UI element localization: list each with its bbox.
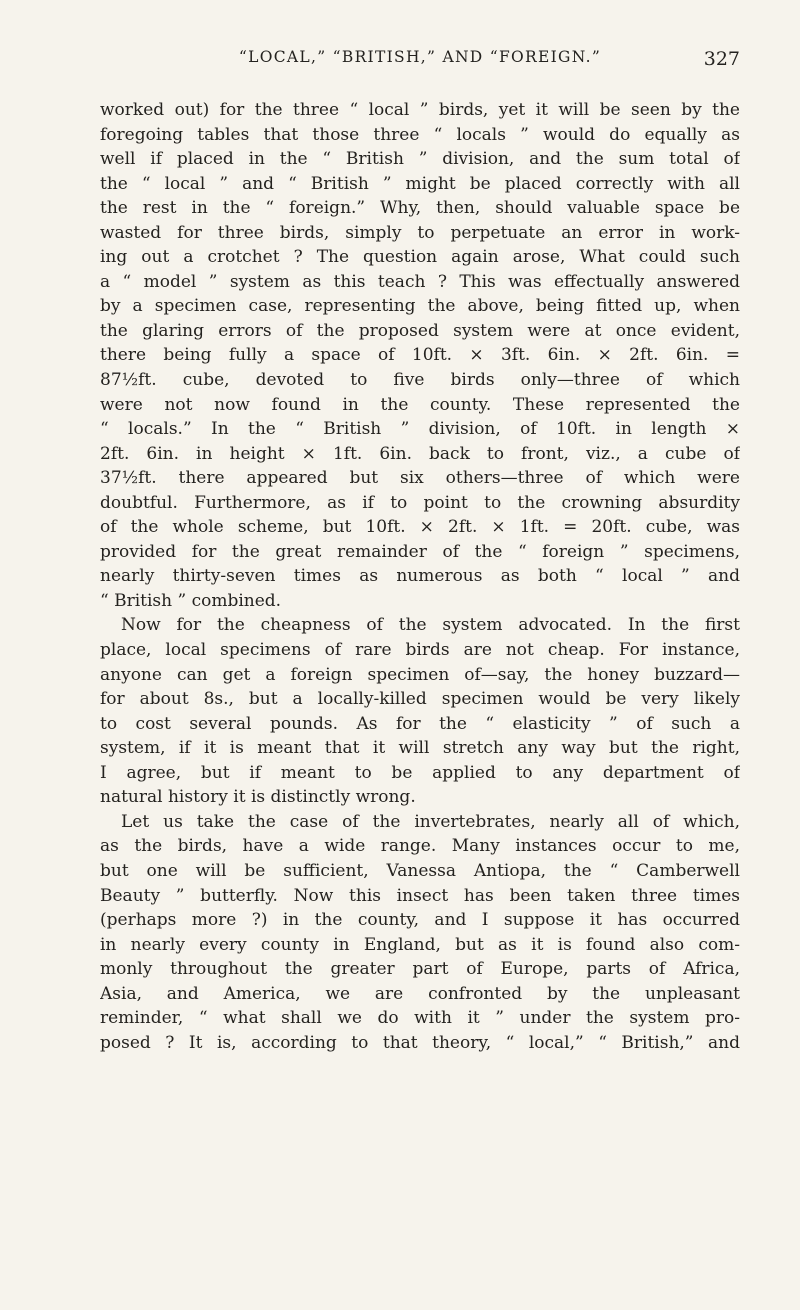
running-title: “LOCAL,” “BRITISH,” AND “FOREIGN.”: [238, 48, 602, 66]
text-line: natural history it is distinctly wrong.: [100, 787, 416, 808]
text-line: nearly thirty-seven times as numerous as both “ local ” and: [100, 566, 740, 587]
text-line: there being fully a space of 10ft. × 3ft. 6in. × 2ft. 6in. =: [100, 345, 740, 366]
running-head: [100, 48, 740, 78]
text-line: worked out) for the three “ local ” birds, yet it will be seen by the: [100, 100, 740, 120]
text-line: Now for the cheapness of the system advocated. In the first: [121, 615, 740, 636]
text-line: doubtful. Furthermore, as if to point to the crowning absurdity: [100, 492, 740, 513]
page-number: 327: [703, 48, 740, 70]
text-line: (perhaps more ?) in the county, and I suppose it has occurred: [100, 910, 740, 931]
text-line: Let us take the case of the invertebrates, nearly all of which,: [121, 811, 740, 832]
text-line: reminder, “ what shall we do with it ” under the system pro-: [100, 1008, 740, 1029]
text-line: 2ft. 6in. in height × 1ft. 6in. back to front, viz., a cube of: [100, 443, 740, 464]
text-line: place, local specimens of rare birds are not cheap. For instance,: [100, 640, 740, 661]
body-text: [100, 98, 740, 1055]
text-line: wasted for three birds, simply to perpetuate an error in work-: [100, 222, 740, 243]
text-line: the “ local ” and “ British ” might be placed correctly with all: [100, 173, 740, 194]
text-line: as the birds, have a wide range. Many instances occur to me,: [100, 836, 740, 857]
text-line: were not now found in the county. These represented the: [100, 394, 740, 415]
text-line: Asia, and America, we are confronted by the unpleasant: [100, 983, 740, 1004]
text-line: I agree, but if meant to be applied to any department of: [100, 762, 740, 783]
text-line: Beauty ” butterfly. Now this insect has been taken three times: [100, 885, 740, 906]
text-line: “ British ” combined.: [100, 590, 282, 611]
text-line: posed ? It is, according to that theory, “ local,” “ British,” and: [100, 1032, 740, 1053]
text-line: the glaring errors of the proposed system were at once evident,: [100, 320, 740, 341]
text-line: ing out a crotchet ? The question again arose, What could such: [100, 247, 740, 268]
text-line: by a specimen case, representing the above, being fitted up, when: [100, 296, 740, 317]
text-line: but one will be sufficient, Vanessa Antiopa, the “ Camberwell: [100, 860, 740, 881]
text-line: provided for the great remainder of the “ foreign ” specimens,: [100, 541, 740, 562]
text-line: 87½ft. cube, devoted to five birds only—three of which: [100, 370, 740, 391]
text-line: foregoing tables that those three “ locals ” would do equally as: [100, 124, 740, 145]
text-line: monly throughout the greater part of Europe, parts of Africa,: [100, 959, 740, 980]
text-line: of the whole scheme, but 10ft. × 2ft. × 1ft. = 20ft. cube, was: [100, 517, 740, 538]
text-line: in nearly every county in England, but as it is found also com-: [100, 934, 740, 955]
text-line: to cost several pounds. As for the “ elasticity ” of such a: [100, 713, 740, 734]
text-line: anyone can get a foreign specimen of—say, the honey buzzard—: [100, 664, 740, 685]
text-line: 37½ft. there appeared but six others—three of which were: [100, 468, 740, 489]
text-line: a “ model ” system as this teach ? This was effectually answered: [100, 271, 740, 292]
text-line: “ locals.” In the “ British ” division, of 10ft. in length ×: [100, 419, 740, 440]
text-line: the rest in the “ foreign.” Why, then, should valuable space be: [100, 198, 740, 219]
text-line: system, if it is meant that it will stretch any way but the right,: [100, 738, 740, 759]
text-line: for about 8s., but a locally-killed specimen would be very likely: [100, 689, 740, 710]
text-line: well if placed in the “ British ” division, and the sum total of: [100, 149, 740, 170]
